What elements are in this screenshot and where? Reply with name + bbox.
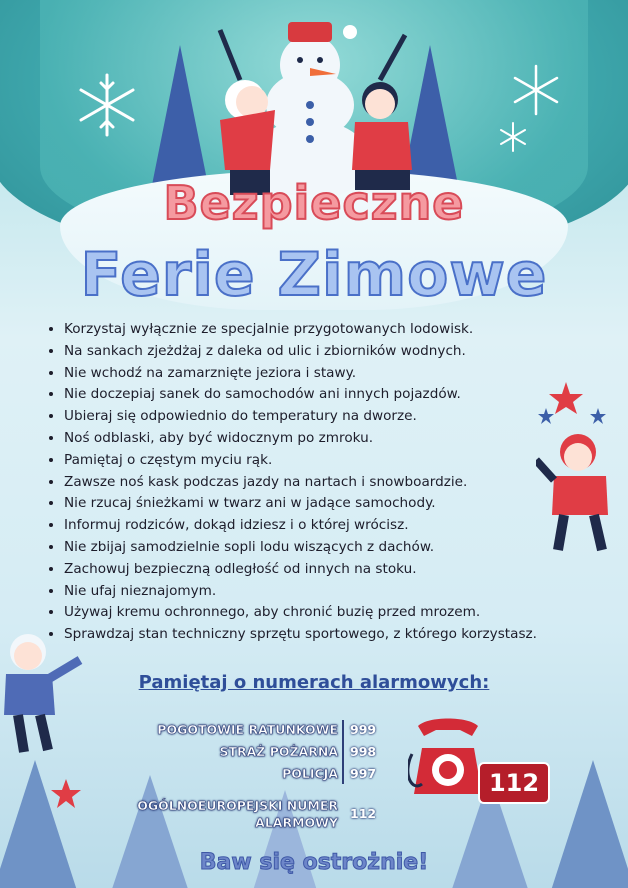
list-item: • Informuj rodziców, dokąd idziesz i o której wrócisz. <box>64 515 584 537</box>
list-item: • Nie doczepiaj sanek do samochodów ani innych pojazdów. <box>64 384 584 406</box>
emergency-number-badge: 112 <box>478 762 550 804</box>
star-icon <box>549 382 583 414</box>
alarm-numbers-heading: Pamiętaj o numerach alarmowych: <box>138 672 490 693</box>
european-number-label: ALARMOWY <box>255 815 338 830</box>
star-icon <box>538 408 554 424</box>
list-item: • Sprawdzaj stan techniczny sprzętu sportowego, z którego korzystasz. <box>64 624 584 646</box>
list-item: • Zawsze noś kask podczas jazdy na nartach i snowboardzie. <box>64 472 584 494</box>
service-number: 999 <box>350 722 377 737</box>
list-item: • Nie ufaj nieznajomym. <box>64 581 584 603</box>
service-number: 998 <box>350 744 377 759</box>
list-item: • Ubieraj się odpowiednio do temperatury na dworze. <box>64 406 584 428</box>
title-line-1: Bezpieczne <box>163 176 465 230</box>
list-item: • Noś odblaski, aby być widocznym po zmroku. <box>64 428 584 450</box>
star-icon <box>50 778 82 810</box>
snowflake-icon <box>72 70 142 140</box>
european-number: 112 <box>350 806 377 821</box>
title-line-2: Ferie Zimowe <box>80 240 548 310</box>
service-name: STRAŻ POŻARNA <box>219 744 338 759</box>
service-name: POGOTOWIE RATUNKOWE <box>157 722 338 737</box>
child-illustration <box>0 630 90 760</box>
list-item: • Nie rzucaj śnieżkami w twarz ani w jadące samochody. <box>64 493 584 515</box>
list-item: • Na sankach zjeżdżaj z daleka od ulic i zbiorników wodnych. <box>64 341 584 363</box>
child-illustration <box>536 380 626 560</box>
snowman-illustration <box>180 10 440 195</box>
telephone-icon <box>408 714 488 804</box>
safety-rules-list <box>48 319 584 646</box>
list-item: • Używaj kremu ochronnego, aby chronić buzię przed mrozem. <box>64 602 584 624</box>
list-item: • Nie wchodź na zamarznięte jeziora i stawy. <box>64 363 584 385</box>
list-item: • Pamiętaj o częstym myciu rąk. <box>64 450 584 472</box>
service-number: 997 <box>350 766 377 781</box>
service-name: POLICJA <box>282 766 338 781</box>
snowflake-icon <box>496 120 530 154</box>
snowflake-icon <box>508 62 564 118</box>
list-item: • Korzystaj wyłącznie ze specjalnie przygotowanych lodowisk. <box>64 319 584 341</box>
list-item: • Nie zbijaj samodzielnie sopli lodu wiszących z dachów. <box>64 537 584 559</box>
divider <box>342 720 344 784</box>
list-item: • Zachowuj bezpieczną odległość od innych na stoku. <box>64 559 584 581</box>
star-icon <box>590 408 606 424</box>
european-number-label: OGÓLNOEUROPEJSKI NUMER <box>137 798 338 813</box>
footer-slogan: Baw się ostrożnie! <box>199 850 429 875</box>
